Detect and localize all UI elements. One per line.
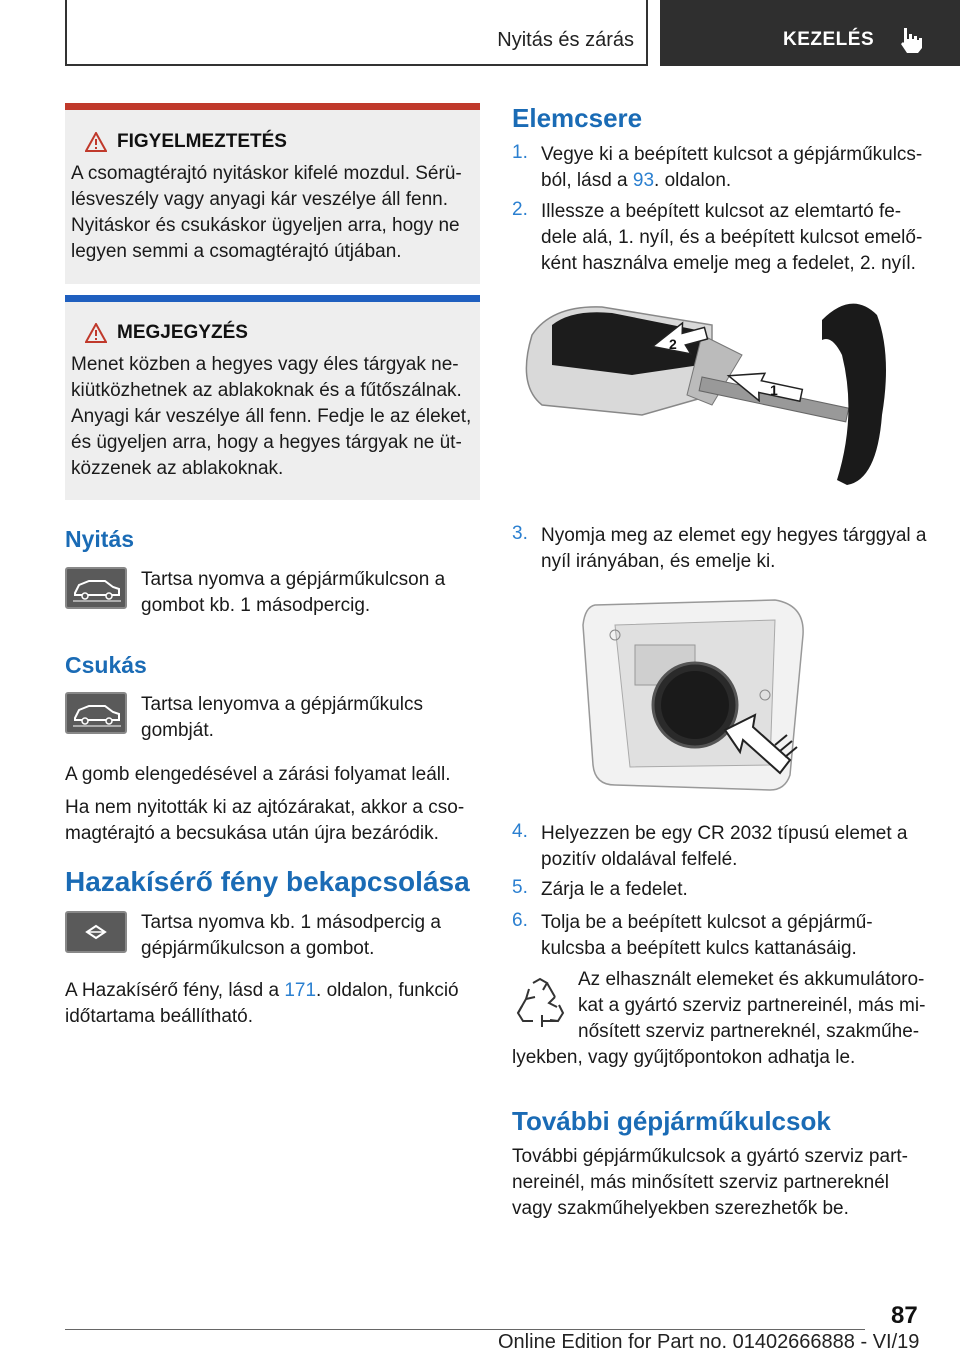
step-number: 1.: [512, 142, 528, 163]
key-cover-removal-illustration: [512, 295, 912, 495]
figure-label-2: 2: [669, 336, 677, 352]
diamond-button-icon: [67, 913, 125, 951]
step-line: dele alá, 1. nyíl, és a beépített kulcsot emelő-: [541, 227, 923, 248]
more-keys-line: További gépjárműkulcsok a gyártó szerviz part-: [512, 1146, 909, 1167]
warning-line: A csomagtérajtó nyitáskor kifelé mozdul. Sérü-: [71, 163, 462, 184]
open-text: [141, 567, 445, 619]
close-paragraph-1: A gomb elengedésével a zárási folyamat leáll.: [65, 764, 451, 785]
step-4-text: [541, 821, 936, 873]
recycle-text: [578, 967, 938, 1045]
recycle-icon: [513, 975, 567, 1029]
step-line: kulcsba a beépített kulcs kattanásáig.: [541, 938, 857, 959]
section-title: Nyitás és zárás: [497, 29, 634, 51]
note-title: MEGJEGYZÉS: [117, 322, 248, 343]
step-line: pozitív oldalával felfelé.: [541, 849, 738, 870]
note-heading: [85, 322, 248, 344]
recycle-text-last: lyekben, vagy gyűjtőpontokon adhatja le.: [512, 1047, 856, 1068]
heading-close: Csukás: [65, 652, 147, 678]
step-line: Nyomja meg az elemet egy hegyes tárggyal a: [541, 525, 927, 546]
page-number: 87: [891, 1302, 918, 1329]
open-line: Tartsa nyomva a gépjárműkulcson a: [141, 569, 446, 590]
note-text: [71, 352, 472, 482]
ref-text: A Hazakísérő fény, lásd a: [65, 980, 285, 1001]
chapter-tab: [660, 0, 960, 66]
warning-text: [71, 161, 472, 265]
step-number: 6.: [512, 910, 528, 931]
close-line: gombját.: [141, 720, 214, 741]
step-line: Tolja be a beépített kulcsot a gépjármű-: [541, 912, 873, 933]
figure-label-1: 1: [770, 382, 778, 398]
battery-compartment-illustration: [575, 595, 815, 795]
warning-triangle-icon: [85, 132, 107, 152]
home-ref-line: időtartama beállítható.: [65, 1006, 254, 1027]
hand-pointer-icon: [898, 26, 924, 54]
heading-home-light: Hazakísérő fény bekapcsolása: [65, 866, 470, 897]
step-line: nyíl irányában, és emelje ki.: [541, 551, 776, 572]
trunk-open-button-icon: [65, 567, 127, 609]
warning-box: [65, 103, 480, 284]
close-paragraph-2: [65, 795, 464, 847]
car-trunk-icon: [67, 569, 125, 607]
warning-line: legyen semmi a csomagtérajtó útjában.: [71, 241, 402, 262]
step-6-text: [541, 910, 936, 962]
more-keys-line: vagy szakműhelyekben szerezhetők be.: [512, 1198, 849, 1219]
home-line: Tartsa nyomva kb. 1 másodpercig a: [141, 912, 441, 933]
home-ref-line: [65, 978, 459, 1004]
step-3-text: [541, 523, 936, 575]
step-line: Helyezzen be egy CR 2032 típusú elemet a: [541, 823, 908, 844]
step-number: 3.: [512, 523, 528, 544]
warning-triangle-icon: [85, 323, 107, 343]
step-number: 2.: [512, 199, 528, 220]
trunk-close-button-icon: [65, 692, 127, 734]
heading-more-keys: További gépjárműkulcsok: [512, 1106, 831, 1136]
footer-edition: Online Edition for Part no. 01402666888 - VI/19: [498, 1331, 920, 1353]
close-p2-line: Ha nem nyitották ki az ajtózárakat, akkor a cso-: [65, 797, 465, 818]
step-2-text: [541, 199, 936, 277]
warning-line: lésveszély vagy anyagi kár veszélye áll fenn.: [71, 189, 449, 210]
step-line: ként használva emelje meg a fedelet, 2. nyíl.: [541, 253, 916, 274]
close-p2-line: magtérajtó a becsukása után újra bezáródik.: [65, 823, 439, 844]
home-light-button-icon: [65, 911, 127, 953]
note-box: [65, 295, 480, 500]
footer-divider: [65, 1329, 865, 1330]
recycle-line: kat a gyártó szerviz partnereinél, más mi-: [578, 995, 926, 1016]
page-link-93[interactable]: 93: [632, 170, 655, 191]
note-line: közzenek az ablakoknak.: [71, 458, 284, 479]
heading-battery-replacement: Elemcsere: [512, 103, 643, 133]
more-keys-line: nereinél, más minősített szerviz partnereknél: [512, 1172, 889, 1193]
close-text: [141, 692, 423, 744]
header-frame: [65, 0, 648, 66]
note-bar: [65, 295, 480, 302]
close-line: Tartsa lenyomva a gépjárműkulcs: [141, 694, 423, 715]
step-number: 5.: [512, 877, 528, 898]
note-line: és ügyeljen arra, hogy a hegyes tárgyak ne üt-: [71, 432, 462, 453]
step-number: 4.: [512, 821, 528, 842]
heading-open: Nyitás: [65, 526, 135, 552]
home-text: [141, 910, 441, 962]
chapter-tab-label: KEZELÉS: [783, 29, 875, 50]
step-5-text: [541, 877, 936, 903]
more-keys-text: [512, 1144, 908, 1222]
note-line: Anyagi kár veszélye áll fenn. Fedje le az éleket,: [71, 406, 472, 427]
warning-heading: [85, 131, 287, 153]
page-link-171[interactable]: 171: [284, 980, 317, 1001]
recycle-line: Az elhasznált elemeket és akkumulátoro-: [578, 969, 925, 990]
ref-text: . oldalon.: [654, 170, 732, 191]
step-line: Vegye ki a beépített kulcsot a gépjárműkulcs-: [541, 144, 923, 165]
ref-text: . oldalon, funkció: [316, 980, 459, 1001]
home-line: gépjárműkulcson a gombot.: [141, 938, 375, 959]
step-1-text: [541, 142, 936, 194]
warning-line: Nyitáskor és csukáskor ügyeljen arra, hogy ne: [71, 215, 460, 236]
note-line: Menet közben a hegyes vagy éles tárgyak ne-: [71, 354, 459, 375]
warning-title: FIGYELMEZTETÉS: [117, 131, 287, 152]
note-line: kiütközhetnek az ablakoknak és a fűtőszálnak.: [71, 380, 462, 401]
warning-bar: [65, 103, 480, 110]
step-line: Zárja le a fedelet.: [541, 879, 688, 900]
recycle-line: nősített szerviz partnereknél, szakműhe-: [578, 1021, 920, 1042]
ref-text: ból, lásd a: [541, 170, 633, 191]
home-reference: [65, 978, 459, 1030]
open-line: gombot kb. 1 másodpercig.: [141, 595, 371, 616]
step-line: Illessze a beépített kulcsot az elemtartó fe-: [541, 201, 902, 222]
step-line: [541, 168, 936, 194]
car-trunk-icon: [67, 694, 125, 732]
